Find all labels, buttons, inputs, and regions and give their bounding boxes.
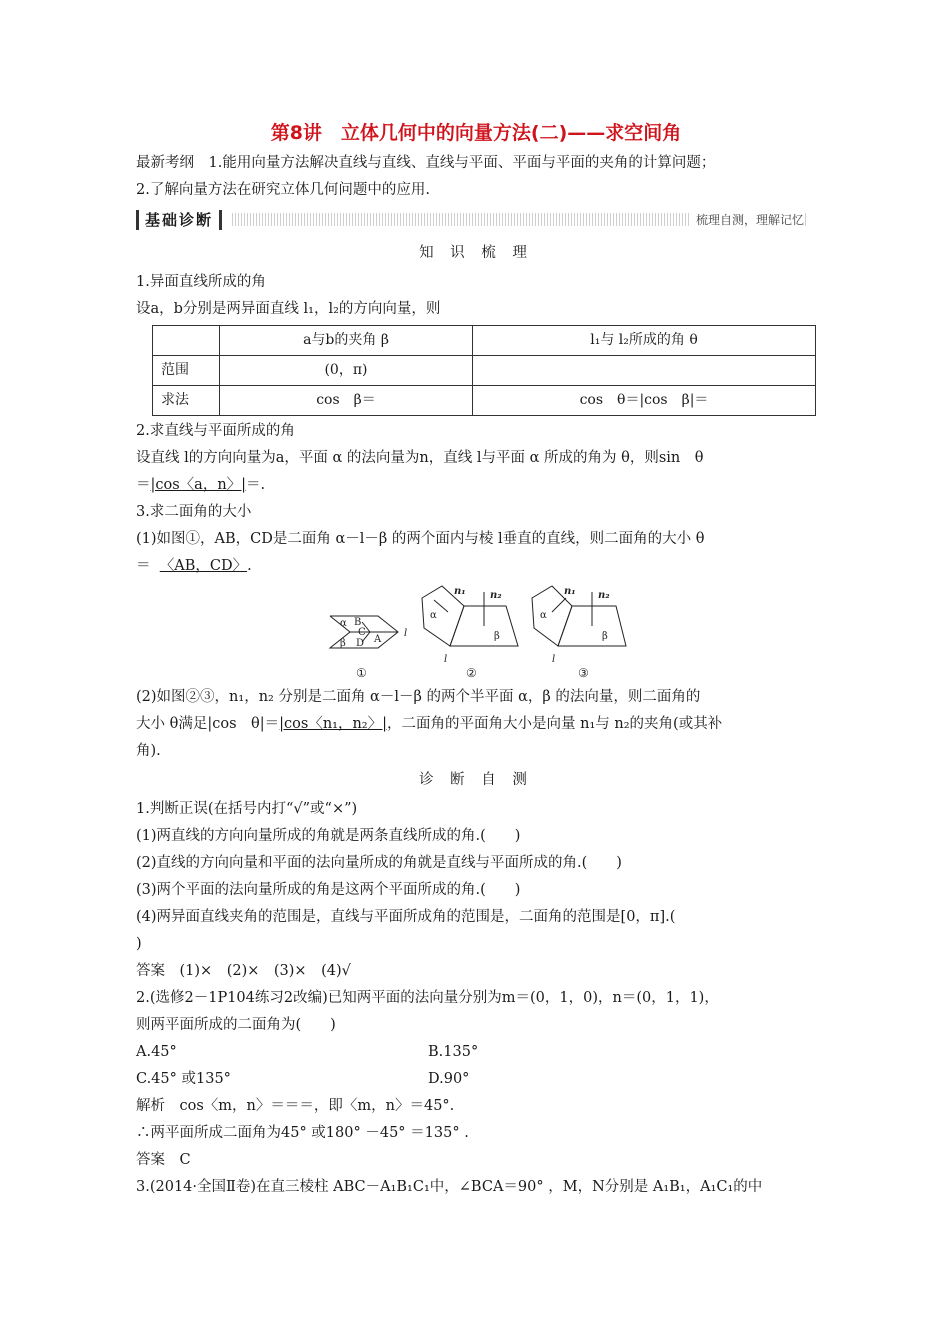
s3-2-prefix: 大小 θ满足|cos θ|＝: [136, 716, 280, 732]
table-cell: cos β＝: [220, 386, 473, 416]
fig2-n2-label: n₂: [490, 590, 502, 601]
q2-analysis-1: 解析 cos〈m，n〉＝＝＝，即〈m，n〉＝45°.: [136, 1098, 455, 1114]
s2-line-2: [136, 472, 816, 499]
table-cell: [473, 356, 816, 386]
table-cell: 范围: [153, 356, 220, 386]
s2-title: 2.求直线与平面所成的角: [136, 423, 295, 439]
s3-2-line-2: [136, 711, 816, 738]
q1-answer: 答案 (1)× (2)× (3)× (4)√: [136, 963, 351, 979]
q1-item-3: (3)两个平面的法向量所成的角是这两个平面所成的角.( ): [136, 882, 521, 898]
fig3-n1-label: n₁: [564, 586, 576, 597]
q2-options-row-2: [136, 1066, 816, 1093]
banner-label: 基础诊断: [136, 210, 222, 230]
s3-1-suffix: .: [247, 558, 252, 574]
table-header-row: [153, 326, 816, 356]
outline-line-1: 最新考纲 1.能用向量方法解决直线与直线、直线与平面、平面与平面的夹角的计算问题；: [136, 155, 716, 171]
q2-options-row-1: [136, 1039, 816, 1066]
s3-2-line-3: 角).: [136, 743, 161, 759]
fig3-n2-label: n₂: [598, 590, 610, 601]
fig3-beta: β: [602, 631, 608, 642]
s1-title: 1.异面直线所成的角: [136, 274, 266, 290]
s3-1-line-1: (1)如图①，AB，CD是二面角 α－l－β 的两个面内与棱 l垂直的直线，则二面角的大小 θ: [136, 531, 705, 547]
q2-line-2: 则两平面所成的二面角为( ): [136, 1017, 336, 1033]
q1-item-1: (1)两直线的方向向量所成的角就是两条直线所成的角.( ): [136, 828, 521, 844]
q2-option-a: A.45°: [136, 1044, 177, 1060]
s2-answer-underlined: |cos〈a，n〉|: [150, 477, 247, 493]
table-cell: 求法: [153, 386, 220, 416]
table-cell: cos θ＝|cos β|＝: [473, 386, 816, 416]
fig2-alpha: α: [430, 610, 437, 621]
outline-line-2: 2.了解向量方法在研究立体几何问题中的应用.: [136, 182, 430, 198]
table-cell: l₁与 l₂所成的角 θ: [473, 326, 816, 356]
table-cell: (0，π): [220, 356, 473, 386]
q2-option-d: D.90°: [428, 1071, 470, 1087]
angle-table: [152, 325, 816, 416]
fig2-beta: β: [494, 631, 500, 642]
s2-suffix: ＝.: [246, 477, 266, 493]
s3-2-answer-underlined: |cos〈n₁，n₂〉|: [279, 716, 388, 732]
lesson-title: 第8讲 立体几何中的向量方法(二)——求空间角: [270, 122, 682, 144]
s2-prefix: ＝: [136, 477, 151, 493]
table-cell: a与b的夹角 β: [220, 326, 473, 356]
q2-answer: 答案 C: [136, 1152, 191, 1168]
figures-svg: [326, 584, 646, 680]
fig1-d: D: [356, 638, 365, 649]
figure-label-3: ③: [578, 666, 589, 680]
table-row: [153, 356, 816, 386]
q1-item-4-tail: ): [136, 936, 142, 952]
fig3-l: l: [552, 654, 556, 665]
s3-1-line-2: [136, 553, 816, 580]
section-banner: [136, 208, 816, 234]
diagnosis-heading: 诊 断 自 测: [419, 772, 533, 788]
s1-text: 设a，b分别是两异面直线 l₁，l₂的方向向量，则: [136, 301, 441, 317]
q2-analysis-2: ∴两平面所成二面角为45° 或180° －45° ＝135° .: [136, 1125, 469, 1141]
knowledge-heading: 知 识 梳 理: [419, 245, 533, 261]
figure-label-1: ①: [356, 666, 367, 680]
fig1-a: A: [374, 634, 382, 645]
q2-option-c: C.45° 或135°: [136, 1071, 231, 1087]
q1-item-4: (4)两异面直线夹角的范围是，直线与平面所成角的范围是，二面角的范围是[0，π].(: [136, 909, 676, 925]
fig1-b: B: [354, 617, 362, 628]
q1-title: 1.判断正误(在括号内打“√”或“×”): [136, 801, 358, 817]
fig3-alpha: α: [540, 610, 547, 621]
fig2-n1-label: n₁: [454, 586, 466, 597]
banner-right-text: 梳理自测，理解记忆: [690, 211, 804, 229]
figure-label-2: ②: [466, 666, 477, 680]
q2-option-b: B.135°: [428, 1044, 479, 1060]
s3-1-answer-underlined: 〈AB，CD〉: [159, 558, 248, 574]
fig1-c: C: [358, 627, 366, 638]
s2-line-1: 设直线 l的方向向量为a，平面 α 的法向量为n，直线 l与平面 α 所成的角为 θ，则sin θ: [136, 450, 704, 466]
fig1-beta: β: [340, 638, 346, 649]
document-page: [136, 118, 816, 1201]
fig1-l: l: [404, 628, 408, 639]
fig2-l: l: [444, 654, 448, 665]
fig1-alpha: α: [340, 618, 347, 629]
s3-title: 3.求二面角的大小: [136, 504, 252, 520]
q1-item-2: (2)直线的方向向量和平面的法向量所成的角就是直线与平面所成的角.( ): [136, 855, 622, 871]
s3-2-line-1: (2)如图②③，n₁，n₂ 分别是二面角 α－l－β 的两个半平面 α，β 的法向量，则二面角的: [136, 689, 701, 705]
fig3-n1: [552, 598, 566, 612]
q3-line-1: 3.(2014·全国Ⅱ卷)在直三棱柱 ABC－A₁B₁C₁中，∠BCA＝90° ，M，N分别是 A₁B₁，A₁C₁的中: [136, 1179, 763, 1195]
s3-2-suffix: ，二面角的平面角大小是向量 n₁与 n₂的夹角(或其补: [387, 716, 723, 732]
dihedral-figures: [136, 584, 816, 684]
table-cell: [153, 326, 220, 356]
table-row: [153, 386, 816, 416]
s3-1-prefix: ＝: [136, 558, 151, 574]
q2-line-1: 2.(选修2－1P104练习2改编)已知两平面的法向量分别为m＝(0，1，0)，n＝(0，1，1)，: [136, 990, 719, 1006]
